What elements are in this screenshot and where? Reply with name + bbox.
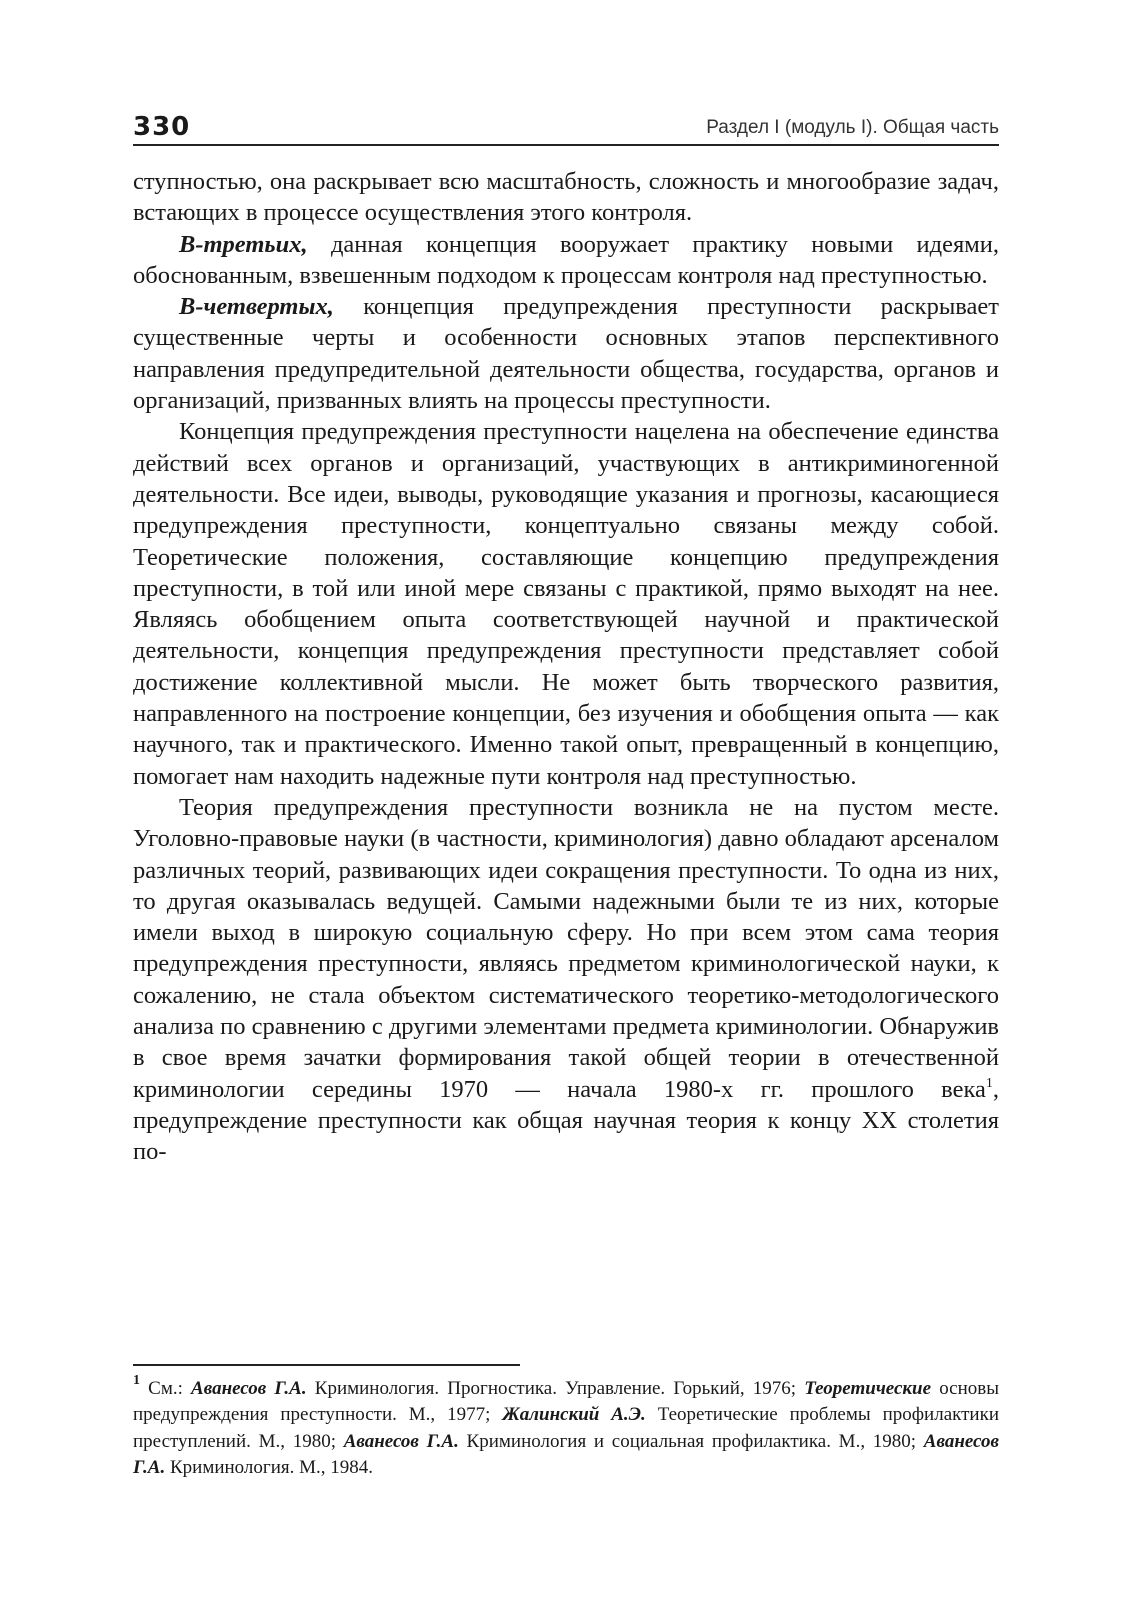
footnote-author: Аванесов Г.А. (133, 1430, 999, 1478)
footnote-text: Криминология и социальная профилактика. М., 1980; (458, 1430, 924, 1452)
paragraph-theory (133, 792, 999, 1168)
paragraph-text: данная концепция вооружает практику новыми идеями, обоснованным, взвешенным подходом к процессам контроля над преступностью. (133, 230, 999, 289)
footnote-author: Аванесов Г.А. (343, 1430, 459, 1452)
footnote-text: основы предупреждения преступности. М., 1977; (133, 1378, 1000, 1426)
paragraph-text: концепция предупреждения преступности раскрывает существенные черты и особенности основных этапов перспективного направления предупредительной деятельности общества, государства, органов и организаций, призванных влиять на процессы преступности. (133, 293, 999, 415)
paragraph-text: , предупреждение преступности как общая научная теория к концу XX столетия по- (133, 1075, 999, 1166)
footnote-text: Криминология. М., 1984. (165, 1456, 374, 1478)
body-text (133, 166, 999, 1168)
footnote-text: Криминология. Прогностика. Управление. Горький, 1976; (306, 1378, 805, 1399)
footnote-mark: 1 (133, 1373, 140, 1388)
paragraph-continued: ступностью, она раскрывает всю масштабность, сложность и многообразие задач, встающих в процессе осуществления этого контроля. (133, 168, 999, 227)
footnote-author: Жалинский А.Э. (502, 1404, 646, 1426)
page-header (133, 110, 999, 146)
paragraph-text: Теория предупреждения преступности возникла не на пустом месте. Уголовно-правовые науки (в частности, криминология) давно обладают арсеналом различных теорий, развивающих идеи сокращения преступности. То одна из них, то другая оказывалась ведущей. Самыми надежными были те из них, которые имели выход в широкую социальную сферу. Но при всем этом сама теория предупреждения преступности, являясь предметом криминологической науки, к сожалению, не стала объектом систематического теоретико-методологического анализа по сравнению с другими элементами предмета криминологии. Обнаружив в свое время зачатки формирования такой общей теории в отечественной криминологии середины 1970 — начала 1980-х гг. прошлого века (133, 793, 999, 1103)
footnote-title-italic: Теоретические (804, 1378, 932, 1399)
footnote-text: Теоретические проблемы профилактики преступлений. М., 1980; (133, 1404, 999, 1452)
page-number: 330 (133, 112, 191, 142)
footnote-author: Аванесов Г.А. (191, 1378, 307, 1399)
running-head: Раздел I (модуль I). Общая часть (706, 117, 999, 138)
paragraph-lead: В-четвертых, (179, 293, 334, 321)
paragraph-lead: В-третьих, (179, 230, 308, 258)
paragraph-fourthly (133, 291, 999, 416)
footnote-separator (133, 1364, 520, 1366)
footnote-1 (133, 1373, 1000, 1481)
footnotes (133, 1373, 1000, 1481)
paragraph-thirdly (133, 229, 999, 292)
footnote-text: См.: (140, 1378, 192, 1399)
paragraph-concept: Концепция предупреждения преступности нацелена на обеспечение единства действий всех органов и организаций, участвующих в антикриминогенной деятельности. Все идеи, выводы, руководящие указания и прогнозы, касающиеся предупреждения преступности, концептуально связаны между собой. Теоретические положения, составляющие концепцию предупреждения преступности, в той или иной мере связаны с практикой, прямо выходят на нее. Являясь обобщением опыта соответствующей научной и практической деятельности, концепция предупреждения преступности представляет собой достижение коллективной мысли. Не может быть творческого развития, направленного на построение концепции, без изучения и обобщения опыта — как научного, так и практического. Именно такой опыт, превращенный в концепцию, помогает нам находить надежные пути контроля над преступностью. (133, 418, 999, 790)
footnote-reference[interactable]: 1 (985, 1075, 993, 1091)
